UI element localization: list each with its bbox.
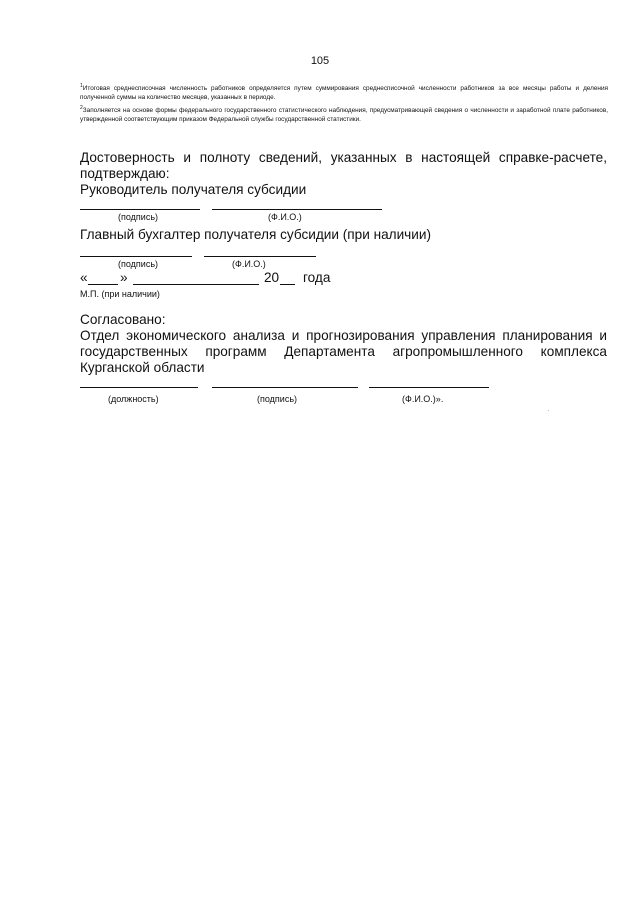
footnote-1 xyxy=(80,84,608,102)
agreed-position-line[interactable] xyxy=(80,387,198,388)
agreed-line-1: Отдел экономического анализа и прогнозирования управления планирования и xyxy=(80,328,607,343)
agreed-line-2: государственных программ Департамента агропромышленного комплекса xyxy=(80,344,607,359)
accountant-signature-line[interactable] xyxy=(80,256,192,257)
head-name-line[interactable] xyxy=(212,209,382,210)
head-title: Руководитель получателя субсидии xyxy=(80,182,307,197)
footnote-2-mark: 2 xyxy=(80,105,83,111)
agreed-signature-caption: (подпись) xyxy=(257,394,298,404)
date-close-quote: » xyxy=(120,270,128,285)
confirm-line-1: Достоверность и полноту сведений, указанных в настоящей справке-расчете, xyxy=(80,150,607,165)
agreed-name-caption: (Ф.И.О.)». xyxy=(402,394,444,404)
date-month-line[interactable] xyxy=(133,284,259,285)
head-signature-caption: (подпись) xyxy=(118,212,159,222)
date-year-prefix: 20 xyxy=(264,270,280,285)
agreed-name-line[interactable] xyxy=(369,387,489,388)
date-open-quote: « xyxy=(80,270,88,285)
footnote-2 xyxy=(80,106,608,124)
accountant-name-line[interactable] xyxy=(204,256,316,257)
agreed-label: Согласовано: xyxy=(80,312,166,327)
footnote-2-text: Заполняется на основе формы федерального государственного статистического наблюдения, предусматривающей сведения о численности и заработной плате работников, утвержденной соответствующим приказом Федеральной службы государственной статистики. xyxy=(80,107,608,123)
page-number: 105 xyxy=(310,55,330,67)
date-day-line[interactable] xyxy=(88,284,118,285)
agreed-position-caption: (должность) xyxy=(108,394,159,404)
agreed-line-3: Курганской области xyxy=(80,360,205,375)
date-year-line[interactable] xyxy=(280,284,295,285)
scan-speck xyxy=(548,410,549,411)
confirm-line-2: подтверждаю: xyxy=(80,166,170,181)
accountant-name-caption: (Ф.И.О.) xyxy=(232,259,266,269)
agreed-signature-line[interactable] xyxy=(212,387,358,388)
accountant-title: Главный бухгалтер получателя субсидии (при наличии) xyxy=(80,227,431,242)
footnote-1-text: Итоговая среднесписочная численность работников определяется путем суммирования среднесписочной численности работников за все месяцы работы и деления полученной суммы на количество месяцев, указанных в периоде. xyxy=(80,85,608,101)
date-year-suffix: года xyxy=(303,270,331,285)
head-name-caption: (Ф.И.О.) xyxy=(268,212,302,222)
seal-note: М.П. (при наличии) xyxy=(80,289,160,299)
head-signature-line[interactable] xyxy=(80,209,200,210)
footnote-1-mark: 1 xyxy=(80,83,83,89)
accountant-signature-caption: (подпись) xyxy=(118,259,159,269)
